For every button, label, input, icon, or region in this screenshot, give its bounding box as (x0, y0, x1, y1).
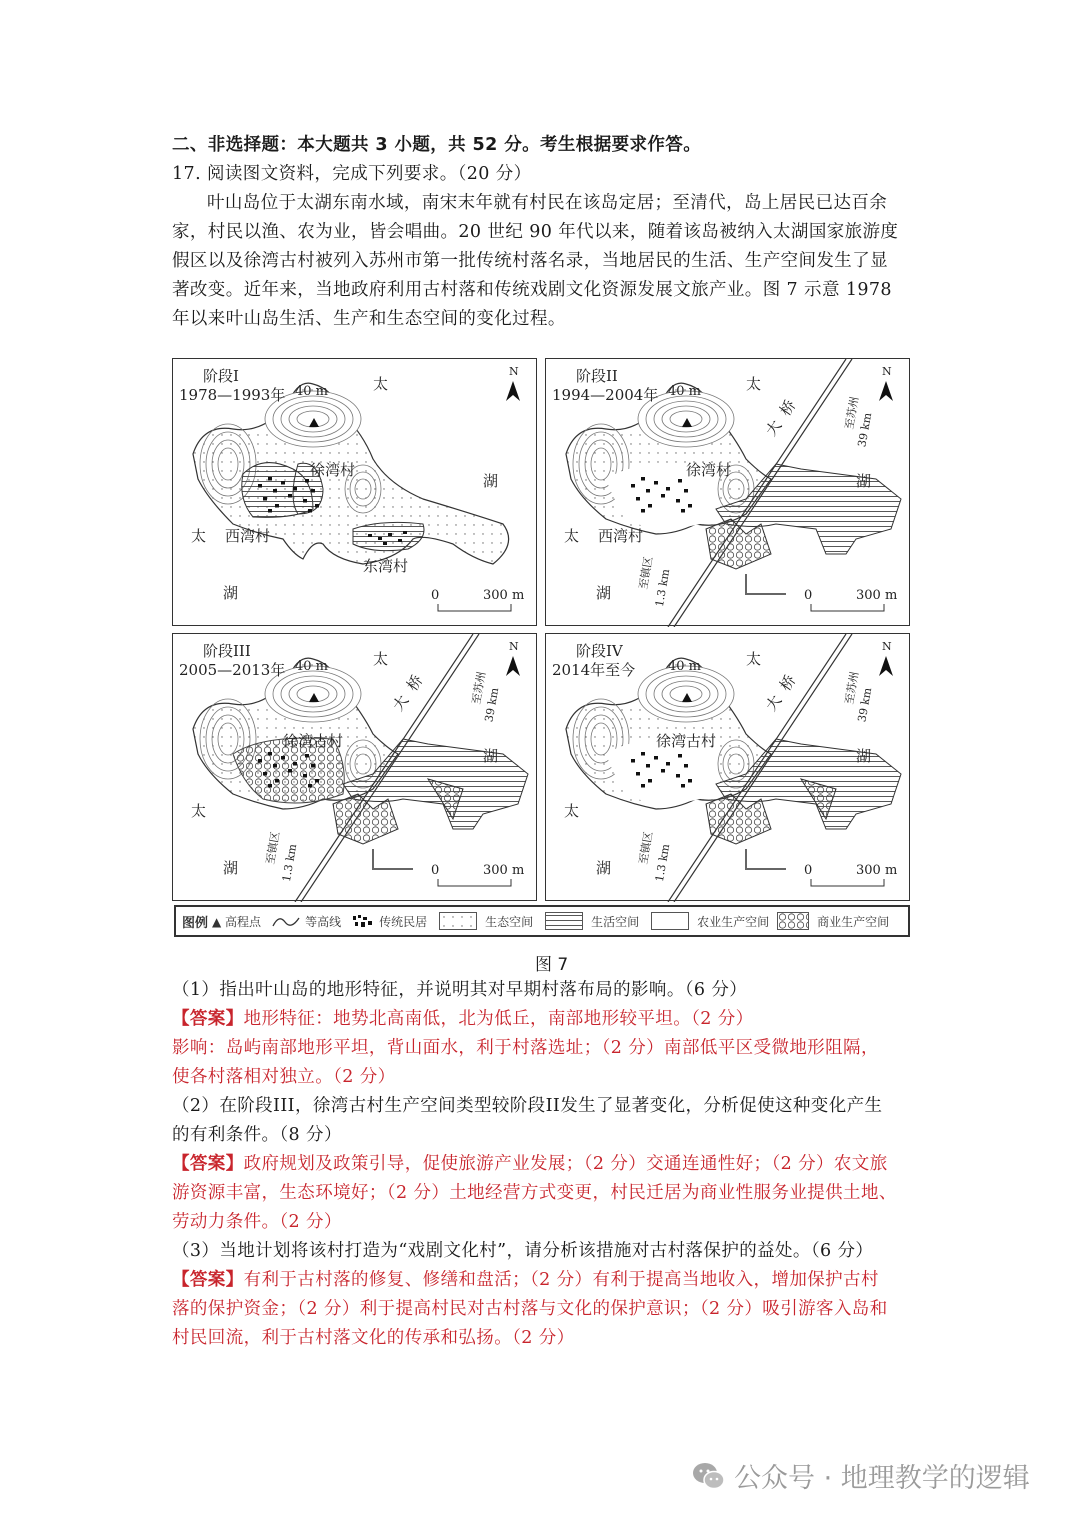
traditional-house (641, 477, 645, 481)
lake-label: 太 (373, 650, 389, 668)
traditional-house (368, 534, 372, 537)
traditional-house (684, 764, 688, 768)
traditional-house (646, 489, 650, 493)
north-label: N (509, 365, 519, 378)
traditional-house (631, 759, 635, 763)
traditional-house (676, 774, 680, 778)
answer-tag: 【答案】 (172, 1270, 244, 1290)
village-label: 徐湾古村 (283, 732, 344, 750)
village-label: 西湾村 (598, 527, 644, 545)
traditional-house (263, 772, 267, 776)
traditional-house (303, 499, 307, 503)
lake-label: 湖 (856, 472, 872, 490)
to-suzhou-label: 至苏州 (469, 670, 489, 706)
lake-label: 太 (191, 527, 207, 545)
lake-label: 太 (373, 375, 389, 393)
lake-label: 湖 (856, 747, 872, 765)
traditional-house (258, 484, 262, 488)
traditional-house (403, 531, 407, 534)
traditional-house (311, 489, 315, 493)
passage-line: 著改变。近年来，当地政府利用古村落和传统戏剧文化资源发展文旅产业。图 7 示意 1978 (172, 280, 892, 300)
traditional-house (648, 779, 652, 783)
lake-label: 太 (564, 802, 580, 820)
traditional-house (378, 537, 382, 540)
lake-label: 湖 (596, 584, 612, 602)
traditional-house (293, 762, 297, 766)
north-arrow-icon (879, 656, 893, 676)
traditional-house (661, 494, 665, 498)
scale-max: 300 m (483, 588, 525, 603)
sub-question-3-prompt: （3）当地计划将该村打造为“戏剧文化村”，请分析该措施对古村落保护的益处。（6 分） (172, 1241, 874, 1261)
scale-bar (811, 879, 884, 886)
traditional-house (275, 779, 279, 783)
legend-living-space: 生活空间 (591, 914, 640, 929)
commercial-space-area (706, 519, 771, 569)
sub-question-3-answer-line (172, 1266, 922, 1294)
village-label: 西湾村 (225, 527, 271, 545)
elevation-label: 40 m (295, 659, 329, 674)
legend-contour: 等高线 (305, 914, 342, 929)
legend-commercial-space: 商业生产空间 (817, 914, 890, 929)
north-arrow-icon (506, 656, 520, 676)
commercial-space-area (706, 794, 771, 844)
traditional-house (684, 489, 688, 493)
figure-caption: 图 7 (535, 955, 569, 975)
stage-years: 1978—1993年 (179, 386, 286, 404)
scale-bar (811, 604, 884, 611)
to-town-distance: 1.3 km (652, 568, 673, 608)
to-suzhou-distance: 39 km (855, 411, 875, 449)
answer-text: 地形特征：地势北高南低，北为低丘，南部地形较平坦。（2 分） (243, 1009, 754, 1029)
living-space-swatch (545, 912, 583, 930)
elevation-label: 40 m (668, 659, 702, 674)
scale-max: 300 m (483, 863, 525, 878)
traditional-house (661, 769, 665, 773)
traditional-house (641, 752, 645, 756)
lake-label: 湖 (483, 747, 499, 765)
traditional-house (636, 497, 640, 501)
question-title: 17. 阅读图文资料，完成下列要求。（20 分） (172, 164, 532, 184)
traditional-house (305, 479, 309, 483)
contour-line-icon (271, 914, 301, 928)
map-panel-stage-2 (545, 358, 910, 626)
elevation-label: 40 m (295, 384, 329, 399)
passage-line: 家，村民以渔、农为业，皆会唱曲。20 世纪 90 年代以来，随着该岛被纳入太湖国家旅游度 (172, 222, 899, 242)
traditional-house (631, 484, 635, 488)
legend-agri-space: 农业生产空间 (697, 914, 770, 929)
legend-title: 图例 (182, 915, 209, 931)
lake-label: 湖 (483, 472, 499, 490)
legend-elevation-point: ▲ 高程点 (212, 914, 262, 929)
stage-label: 阶段III (203, 642, 251, 660)
traditional-house (315, 779, 319, 783)
to-town-distance: 1.3 km (279, 843, 300, 883)
scale-bar (438, 604, 511, 611)
traditional-house (676, 499, 680, 503)
scale-zero: 0 (804, 863, 813, 878)
to-town-label: 至镇区 (263, 830, 283, 866)
north-arrow-icon (879, 381, 893, 401)
traditional-house (681, 784, 685, 788)
answer-tag: 【答案】 (172, 1154, 244, 1174)
traditional-house (388, 533, 392, 536)
traditional-house (303, 774, 307, 778)
north-label: N (509, 640, 519, 653)
scale-max: 300 m (856, 863, 898, 878)
sub-question-2-prompt: 的有利条件。（8 分） (172, 1125, 342, 1145)
traditional-house (678, 479, 682, 483)
traditional-house (654, 756, 658, 760)
legend-traditional-house: 传统民居 (379, 914, 428, 929)
traditional-house-icon (351, 913, 375, 929)
traditional-house (641, 509, 645, 513)
traditional-house (398, 539, 402, 542)
to-town-label: 至镇区 (636, 555, 656, 591)
to-town-label: 至镇区 (636, 830, 656, 866)
traditional-house (383, 542, 387, 545)
north-arrow-icon (506, 381, 520, 401)
sub-question-3-answer-line: 落的保护资金；（2 分）利于提高村民对古村落与文化的保护意识；（2 分）吸引游客入岛和 (172, 1299, 888, 1319)
village-label: 徐湾村 (686, 461, 732, 479)
bridge-label: 大 桥 (389, 671, 427, 715)
lake-label: 太 (564, 527, 580, 545)
bridge-label: 大 桥 (762, 671, 800, 715)
sub-question-2-answer-line (172, 1150, 922, 1178)
traditional-house (308, 509, 312, 513)
pier (746, 574, 786, 594)
stage-label: 阶段IV (576, 642, 623, 660)
stage-years: 2005—2013年 (179, 661, 286, 679)
pier (373, 849, 413, 869)
traditional-house (293, 487, 297, 491)
traditional-house (268, 784, 272, 788)
stage-years: 2014年至今 (552, 661, 636, 679)
traditional-house (315, 504, 319, 508)
lake-label: 湖 (223, 584, 239, 602)
map-panel-stage-1 (172, 358, 537, 626)
traditional-house (288, 494, 292, 498)
traditional-house (641, 784, 645, 788)
village-label: 徐湾古村 (656, 732, 717, 750)
to-suzhou-distance: 39 km (482, 686, 502, 724)
to-suzhou-label: 至苏州 (842, 670, 862, 706)
to-suzhou-distance: 39 km (855, 686, 875, 724)
lake-label: 太 (746, 375, 762, 393)
sub-question-1-answer-line: 使各村落相对独立。（2 分） (172, 1067, 396, 1087)
traditional-house (258, 759, 262, 763)
north-label: N (882, 640, 892, 653)
map-panel-stage-4 (545, 633, 910, 901)
traditional-house (273, 764, 277, 768)
watermark (692, 1456, 1030, 1495)
map-panel-stage-3 (172, 633, 537, 901)
lake-label: 太 (191, 802, 207, 820)
answer-text: 政府规划及政策引导，促使旅游产业发展；（2 分）交通连通性好；（2 分）农文旅 (243, 1154, 888, 1174)
traditional-house (273, 489, 277, 493)
scale-max: 300 m (856, 588, 898, 603)
traditional-house (666, 487, 670, 491)
sub-question-1-answer-line: 影响：岛屿南部地形平坦，背山面水，利于村落选址；（2 分）南部低平区受微地形阻隔， (172, 1038, 879, 1058)
stage-label: 阶段I (203, 367, 239, 385)
legend-eco-space: 生态空间 (485, 914, 534, 929)
figure-7 (172, 358, 910, 943)
to-suzhou-label: 至苏州 (842, 395, 862, 431)
bridge-label: 大 桥 (762, 396, 800, 440)
traditional-house (688, 504, 692, 508)
traditional-house (288, 769, 292, 773)
north-label: N (882, 365, 892, 378)
elevation-label: 40 m (668, 384, 702, 399)
sub-question-1-prompt: （1）指出叶山岛的地形特征，并说明其对早期村落布局的影响。（6 分） (172, 980, 748, 1000)
traditional-house (268, 509, 272, 513)
traditional-house (281, 481, 285, 485)
scale-zero: 0 (804, 588, 813, 603)
traditional-house (681, 509, 685, 513)
scale-zero: 0 (431, 588, 440, 603)
eco-space-swatch (439, 912, 477, 930)
stage-years: 1994—2004年 (552, 386, 659, 404)
sub-question-2-answer-line: 游资源丰富，生态环境好；（2 分）土地经营方式变更，村民迁居为商业性服务业提供土地、 (172, 1183, 897, 1203)
wechat-icon (692, 1461, 726, 1491)
living-space-area (353, 522, 424, 550)
village-label: 徐湾村 (310, 461, 356, 479)
sub-question-2-answer-line: 劳动力条件。（2 分） (172, 1212, 342, 1232)
passage-line: 叶山岛位于太湖东南水域，南宋末年就有村民在该岛定居；至清代，岛上居民已达百余 (207, 193, 888, 213)
traditional-house (308, 784, 312, 788)
lake-label: 湖 (596, 859, 612, 877)
stage-label: 阶段II (576, 367, 618, 385)
traditional-house (666, 762, 670, 766)
traditional-house (678, 754, 682, 758)
traditional-house (648, 504, 652, 508)
lake-label: 太 (746, 650, 762, 668)
traditional-house (268, 477, 272, 481)
agri-space-swatch (651, 912, 689, 930)
traditional-house (654, 481, 658, 485)
scale-zero: 0 (431, 863, 440, 878)
to-town-distance: 1.3 km (652, 843, 673, 883)
traditional-house (281, 756, 285, 760)
scale-bar (438, 879, 511, 886)
traditional-house (646, 764, 650, 768)
traditional-house (688, 779, 692, 783)
sub-question-2-prompt: （2）在阶段III，徐湾古村生产空间类型较阶段II发生了显著变化，分析促使这种变化产生 (172, 1096, 883, 1116)
lake-label: 湖 (223, 859, 239, 877)
traditional-house (263, 497, 267, 501)
traditional-house (311, 764, 315, 768)
commercial-space-area (333, 794, 398, 844)
pier (746, 849, 786, 869)
traditional-house (275, 504, 279, 508)
passage-line: 年以来叶山岛生活、生产和生态空间的变化过程。 (172, 309, 566, 329)
traditional-house (305, 754, 309, 758)
sub-question-1-answer-line (172, 1005, 922, 1033)
traditional-house (636, 772, 640, 776)
section-heading: 二、非选择题：本大题共 3 小题，共 52 分。考生根据要求作答。 (172, 135, 702, 155)
sub-question-3-answer-line: 村民回流，利于古村落文化的传承和弘扬。（2 分） (172, 1328, 575, 1348)
traditional-house (268, 752, 272, 756)
passage-line: 假区以及徐湾古村被列入苏州市第一批传统村落名录，当地居民的生活、生产空间发生了显 (172, 251, 888, 271)
map-legend (174, 905, 910, 937)
answer-tag: 【答案】 (172, 1009, 244, 1029)
commercial-space-swatch (777, 912, 809, 930)
answer-text: 有利于古村落的修复、修缮和盘活；（2 分）有利于提高当地收入，增加保护古村 (243, 1270, 879, 1290)
village-label: 东湾村 (363, 557, 409, 575)
watermark-text: 公众号 · 地理教学的逻辑 (734, 1463, 1030, 1494)
